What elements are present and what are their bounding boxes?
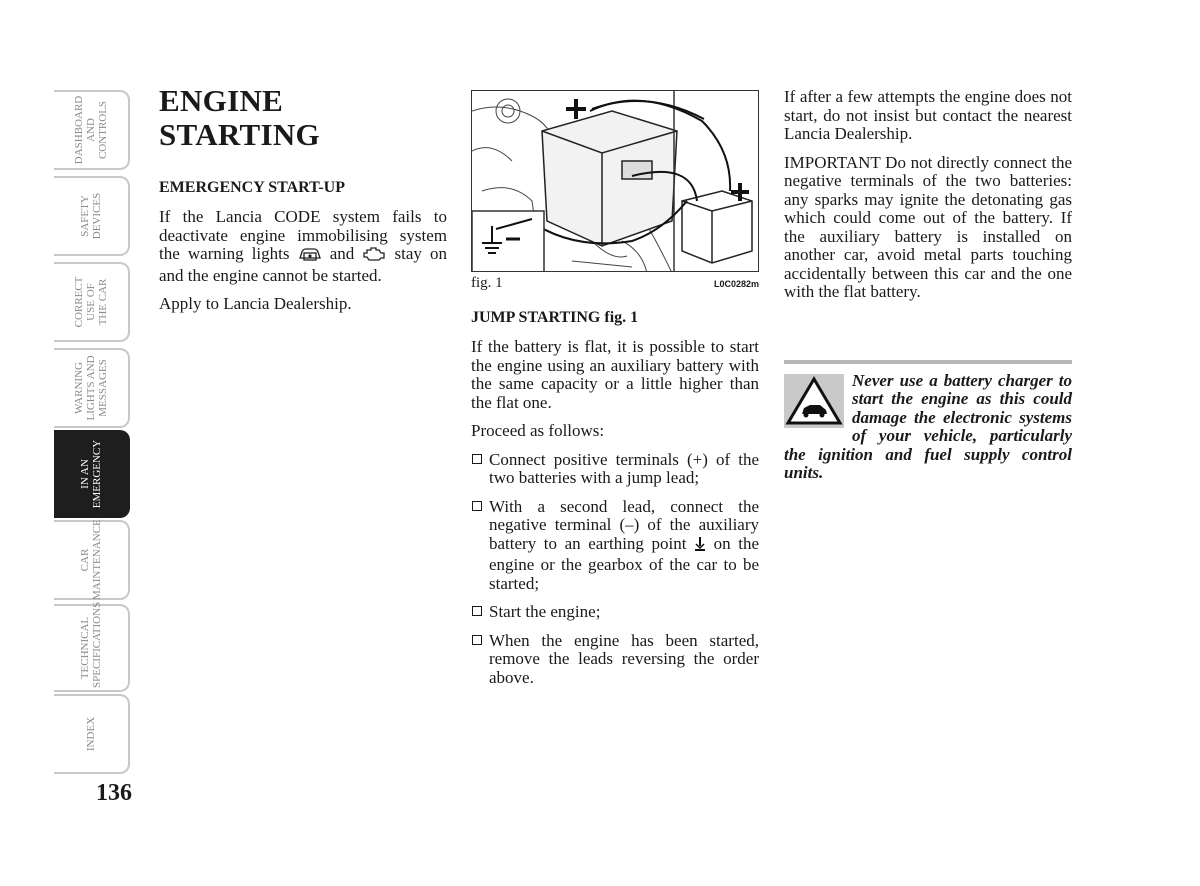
- earth-point-icon: [694, 537, 706, 557]
- tab-label: DASHBOARD AND CONTROLS: [73, 95, 109, 165]
- warning-box: [784, 372, 1072, 483]
- tab-index[interactable]: [54, 694, 130, 774]
- text: stay on and the engine cannot be started.: [159, 244, 448, 285]
- tab-label: TECHNICAL SPECIFICATIONS: [79, 601, 103, 688]
- tab-label: IN AN EMERGENCY: [79, 439, 103, 509]
- tab-label: CORRECT USE OF THE CAR: [73, 276, 109, 328]
- paragraph: Proceed as follows:: [471, 421, 605, 440]
- column-middle: [471, 90, 759, 697]
- list-item: With a second lead, connect the negative terminal (–) of the auxiliary battery to an earthing point on the engine or the gearbox of the car to be started;: [471, 498, 759, 594]
- page-number: 136: [96, 780, 132, 806]
- checkbox-bullet-icon: [472, 635, 482, 645]
- tab-warning-lights-and-messages[interactable]: [54, 348, 130, 428]
- section-heading: JUMP STARTING fig. 1: [471, 309, 639, 326]
- figure-caption-row: [471, 274, 759, 294]
- text: If the Lancia CODE system fails to deactivate engine immobilising system the warning lights: [159, 207, 447, 263]
- paragraph: Apply to Lancia Dealership.: [159, 294, 352, 313]
- warning-divider: [784, 360, 1072, 364]
- list-item: Connect positive terminals (+) of the two batteries with a jump lead;: [471, 451, 759, 488]
- tab-car-maintenance[interactable]: [54, 520, 130, 600]
- battery-icon: [682, 191, 752, 263]
- paragraph: If after a few attempts the engine does not start, do not insist but contact the nearest Lancia Dealership.: [784, 87, 1072, 143]
- tab-in-an-emergency[interactable]: [54, 430, 130, 518]
- tab-label: INDEX: [85, 716, 97, 752]
- list-item: When the engine has been started, remove the leads reversing the order above.: [471, 632, 759, 688]
- column-right: [784, 88, 1072, 483]
- tab-label: SAFETY DEVICES: [79, 192, 103, 240]
- engine-check-icon: [362, 246, 386, 267]
- tab-label: CAR MAINTENANCE: [79, 519, 103, 600]
- tab-label: WARNING LIGHTS AND MESSAGES: [73, 355, 109, 421]
- immobiliser-warning-icon: [298, 246, 322, 267]
- warning-triangle-icon: [784, 374, 844, 428]
- checkbox-bullet-icon: [472, 606, 482, 616]
- section-heading: EMERGENCY START-UP: [159, 179, 345, 196]
- paragraph: [159, 208, 447, 285]
- tab-correct-use-of-the-car[interactable]: [54, 262, 130, 342]
- jump-start-figure: [471, 90, 759, 272]
- checkbox-bullet-icon: [472, 454, 482, 464]
- page-title: ENGINE STARTING: [159, 83, 320, 152]
- steps-list: [471, 451, 759, 688]
- figure-code: L0C0282m: [713, 279, 759, 289]
- warning-text: Never use a battery charger to start the engine as this could damage the electronic systems of your vehicle, particularly the ignition and fuel supply control units.: [784, 370, 1072, 482]
- tab-safety-devices[interactable]: [54, 176, 130, 256]
- list-item: Start the engine;: [471, 603, 759, 622]
- column-left: [159, 84, 447, 324]
- tab-dashboard-and-controls[interactable]: [54, 90, 130, 170]
- checkbox-bullet-icon: [472, 501, 482, 511]
- figure-caption: fig. 1: [471, 275, 503, 291]
- tab-technical-specifications[interactable]: [54, 601, 130, 692]
- paragraph: If the battery is flat, it is possible to start the engine using an auxiliary battery with the same capacity or a little higher than the flat one.: [471, 337, 759, 412]
- text: and: [329, 244, 355, 263]
- paragraph: IMPORTANT Do not directly connect the negative terminals of the two batteries: any sparks may ignite the detonating gas which could come out of the battery. If the auxiliary battery is installed on another car, avoid metal parts touching accidentally between this car and the one with the flat battery.: [784, 152, 1072, 301]
